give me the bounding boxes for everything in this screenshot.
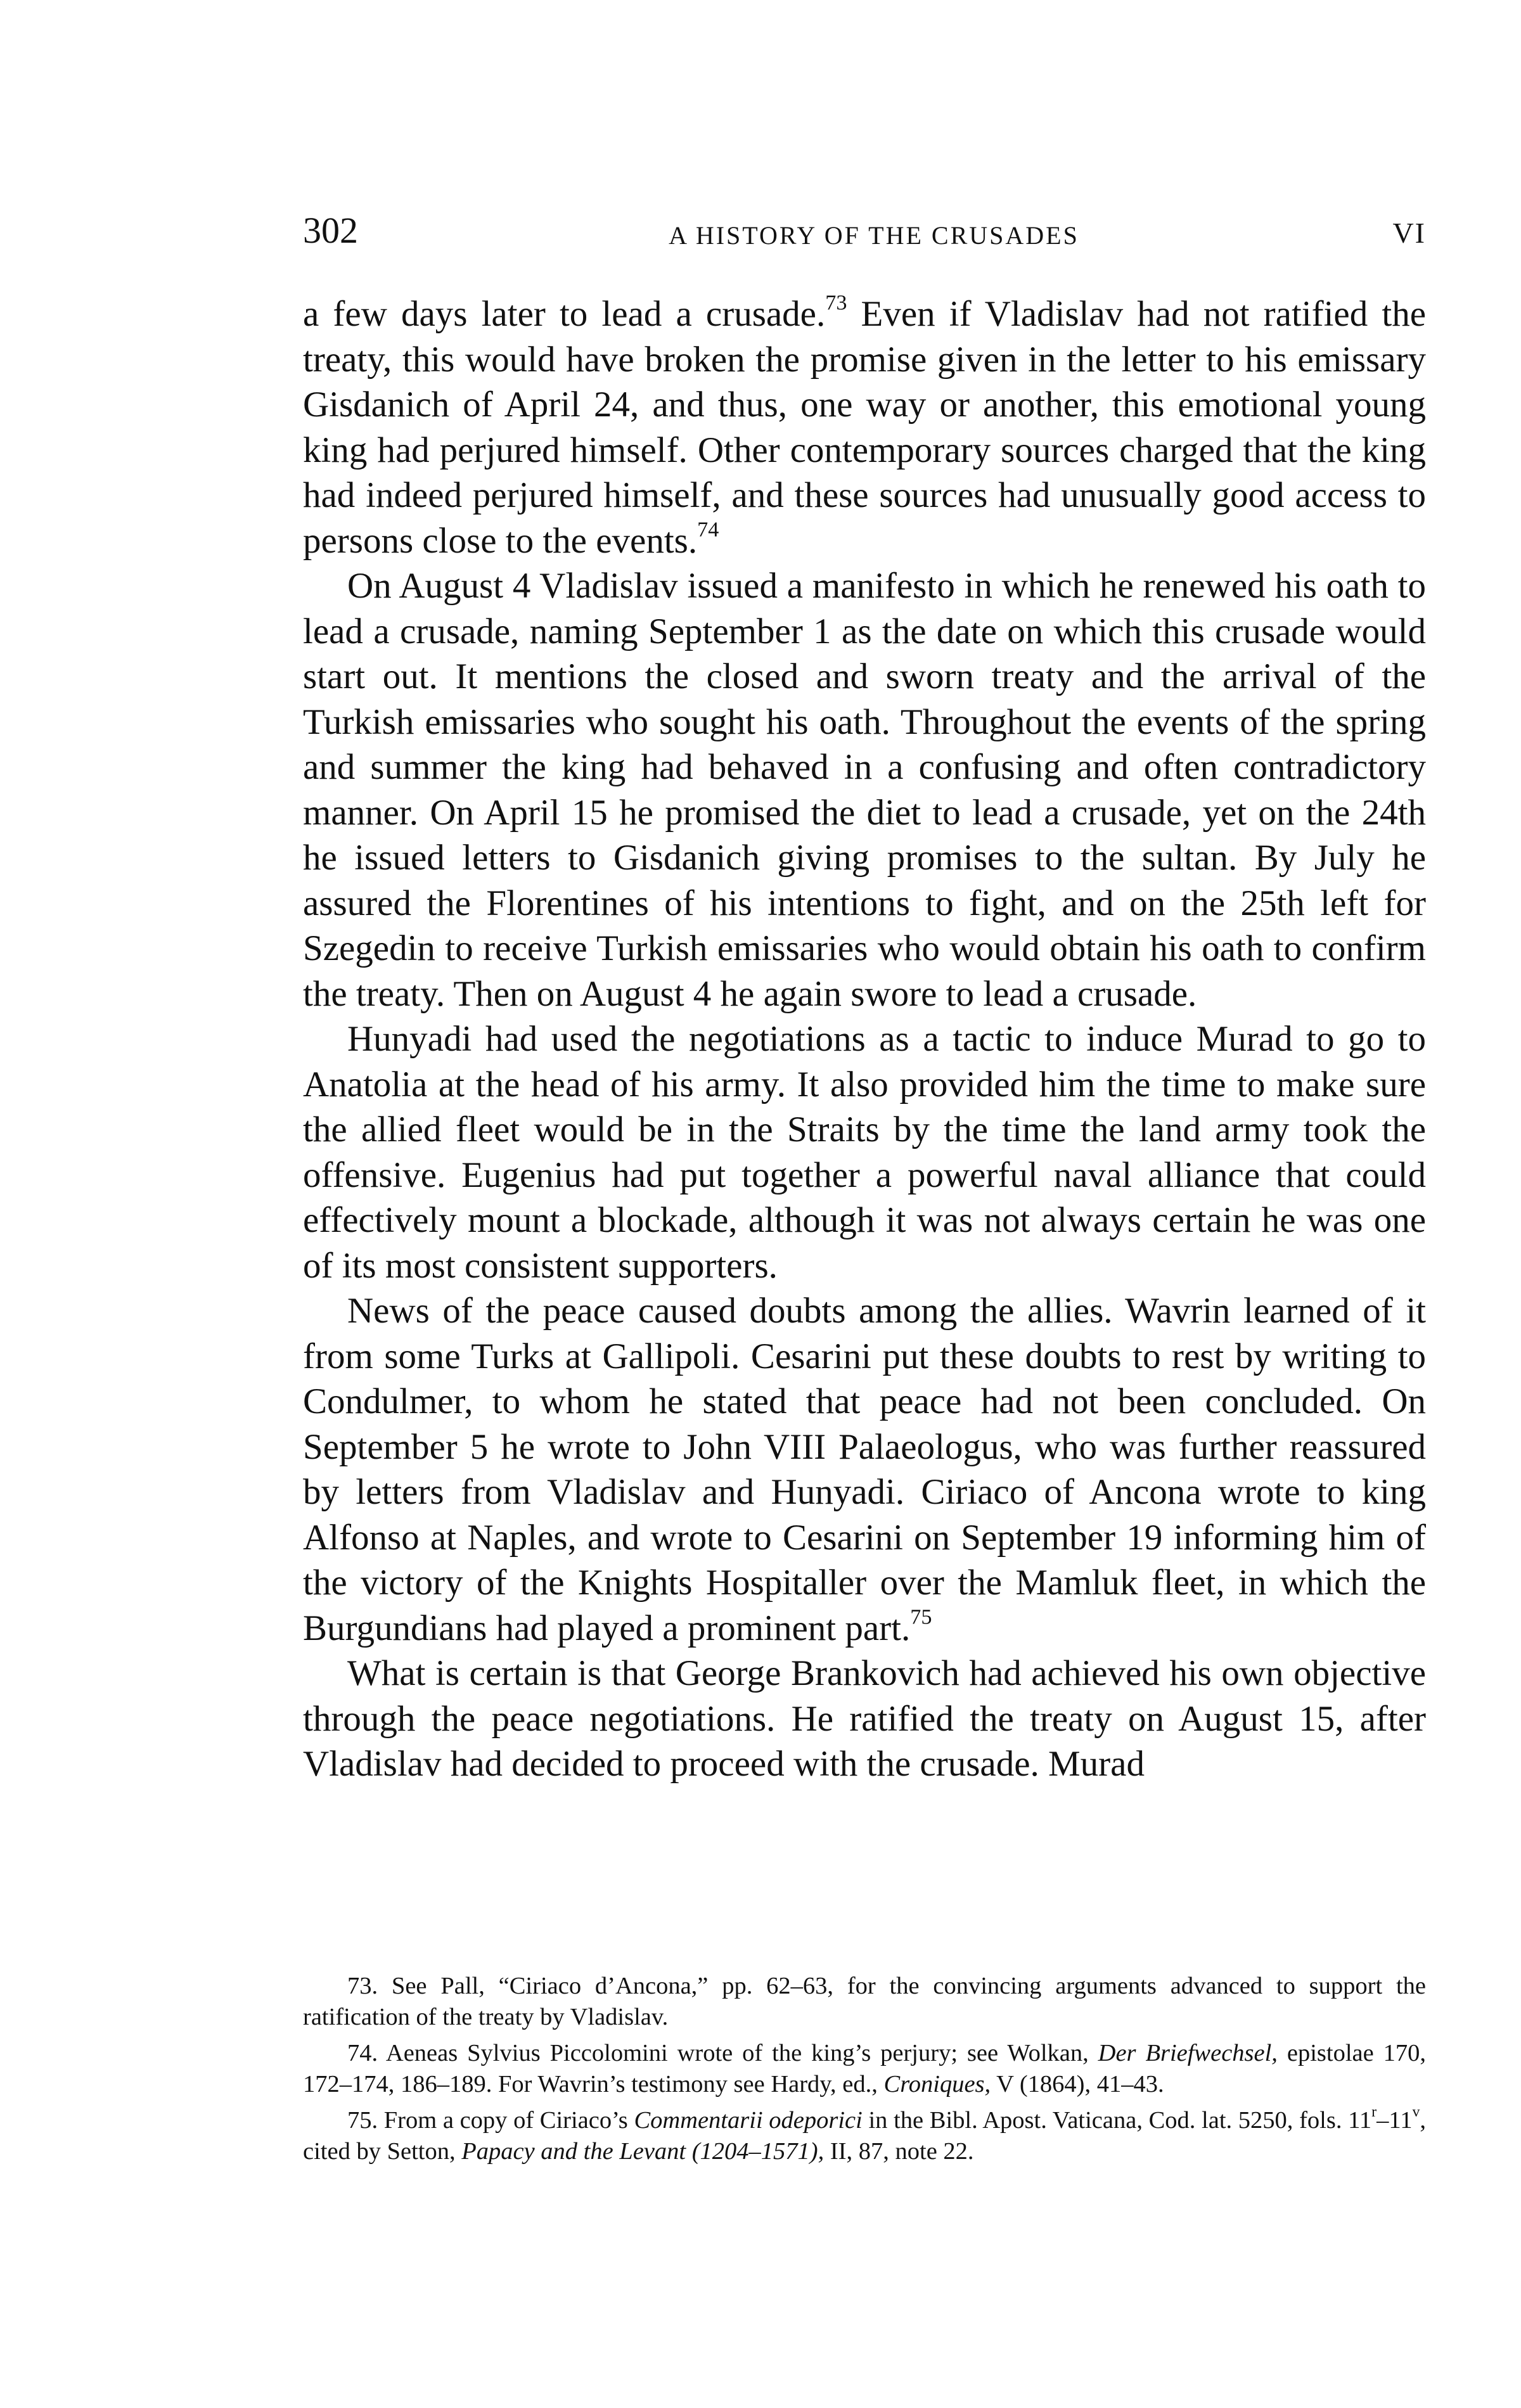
folio-superscript: r xyxy=(1371,2104,1377,2121)
paragraph-text: News of the peace caused doubts among the allies. Wavrin learned of it from some Turks at Gallipoli. Cesarini put these doubts to rest by writing to Condulmer, to whom he stated that peace had not been concluded. On September 5 he wrote to John VIII Palaeologus, who was further reassured by letters from Vladislav and Hunyadi. Ciriaco of Ancona wrote to king Alfonso at Naples, and wrote to Cesarini on September 19 informing him of the victory of the Knights Hospitaller over the Mamluk fleet, in which the Burgundians had played a prominent part. xyxy=(303,1291,1426,1648)
paragraph: Hunyadi had used the negotiations as a tactic to induce Murad to go to Anatolia at the head of his army. It also provided him the time to make sure the allied fleet would be in the Straits by the time the land army took the offensive. Eugenius had put together a powerful naval alliance that could effectively mount a blockade, although it was not always certain he was one of its most consistent supporters. xyxy=(303,1019,1426,1286)
footnote-text: , cited by Setton, xyxy=(303,2107,1427,2165)
footnote-ref: 74 xyxy=(697,517,719,541)
chapter-number: VI xyxy=(1392,217,1426,249)
footnote xyxy=(303,1971,1426,2033)
body-text xyxy=(303,291,1426,1787)
page-number: 302 xyxy=(303,210,358,251)
running-head xyxy=(303,207,1426,255)
paragraph: On August 4 Vladislav issued a manifesto in which he renewed his oath to lead a crusade, naming September 1 as the date on which this crusade would start out. It mentions the closed and sworn treaty and the arrival of the Turkish emissaries who sought his oath. Throughout the events of the spring and summer the king had behaved in a confusing and often contradictory manner. On April 15 he promised the diet to lead a crusade, yet on the 24th he issued letters to Gisdanich giving promises to the sultan. By July he assured the Florentines of his intentions to fight, and on the 25th left for Szegedin to receive Turkish emissaries who would obtain his oath to confirm the treaty. Then on August 4 he again swore to lead a crusade. xyxy=(303,566,1426,1014)
footnote-ref: 73 xyxy=(825,291,847,315)
cited-title: Papacy and the Levant (1204–1571), xyxy=(461,2138,825,2165)
footnote-text: 75. From a copy of Ciriaco’s xyxy=(347,2107,634,2134)
footnote-text: 74. Aeneas Sylvius Piccolomini wrote of the king’s perjury; see Wolkan, xyxy=(347,2040,1098,2066)
paragraph-text: Even if Vladislav had not ratified the treaty, this would have broken the promise given in the letter to his emissary Gisdanich of April 24, and thus, one way or another, this emotional young king had perjured himself. Other contemporary sources charged that the king had indeed perjured himself, and these sources had unusually good access to persons close to the events. xyxy=(303,294,1426,561)
paragraph-text: a few days later to lead a crusade. xyxy=(303,294,826,334)
footnote-text: epistolae 170, 172–174, 186–189. For Wavrin’s testimony see Hardy, ed., xyxy=(303,2040,1426,2097)
cited-title: Commentarii odeporici xyxy=(634,2107,863,2134)
footnote-text: V (1864), 41–43. xyxy=(991,2071,1164,2097)
cited-title: Croniques, xyxy=(883,2071,991,2097)
footnote-text: 73. See Pall, “Ciriaco d’Ancona,” pp. 62–63, for the convincing arguments advanced to support the ratification of the treaty by Vladislav. xyxy=(303,1973,1426,2030)
folio-superscript: v xyxy=(1412,2104,1420,2121)
footnote-text: in the Bibl. Apost. Vaticana, Cod. lat. 5250, fols. 11 xyxy=(862,2107,1372,2134)
paragraph xyxy=(303,291,1426,563)
paragraph: What is certain is that George Brankovich had achieved his own objective through the peace negotiations. He ratified the treaty on August 15, after Vladislav had decided to proceed with the crusade. Murad xyxy=(303,1653,1426,1784)
footnote-ref: 75 xyxy=(910,1604,932,1629)
footnote-text: –11 xyxy=(1377,2107,1413,2134)
footnote-text: II, 87, note 22. xyxy=(824,2138,974,2165)
cited-title: Der Briefwechsel, xyxy=(1098,2040,1278,2066)
footnote xyxy=(303,2038,1426,2100)
paragraph xyxy=(303,1288,1426,1651)
running-title: A HISTORY OF THE CRUSADES xyxy=(669,221,1079,250)
footnote xyxy=(303,2105,1426,2167)
footnotes xyxy=(303,1971,1426,2172)
